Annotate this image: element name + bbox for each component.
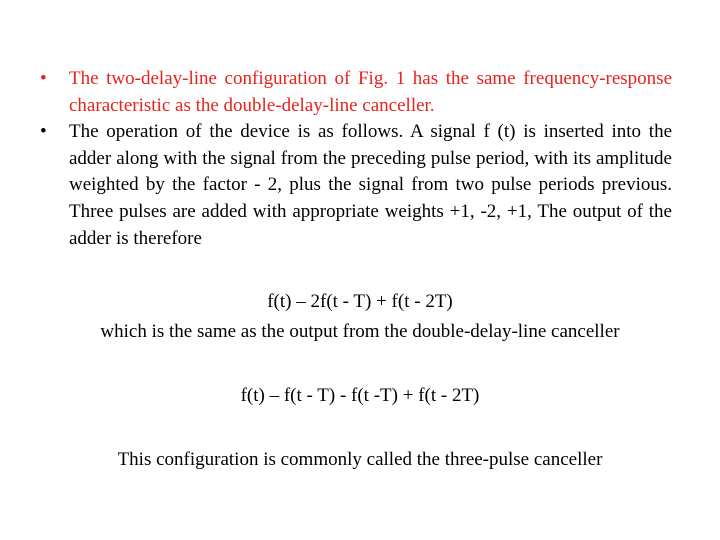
comparison-text: which is the same as the output from the double-delay-line canceller bbox=[100, 321, 620, 342]
bullet-marker: • bbox=[40, 68, 47, 89]
bullet-item-operation bbox=[40, 119, 672, 252]
equation-adder-output: f(t) – 2f(t - T) + f(t - 2T) bbox=[267, 291, 453, 312]
conclusion-text: This configuration is commonly called the three-pulse canceller bbox=[117, 449, 603, 470]
bullet-list bbox=[40, 66, 672, 252]
bullet-text: The operation of the device is as follows. A signal f (t) is inserted into the adder along with the signal from the preceding pulse period, with its amplitude weighted by the factor - 2, plus the signal from two pulse periods previous. Three pulses are added with appropriate weights +1, -2, +1, The output of the adder is therefore bbox=[69, 121, 672, 249]
equation-double-delay: f(t) – f(t - T) - f(t -T) + f(t - 2T) bbox=[240, 385, 480, 406]
bullet-text: The two-delay-line configuration of Fig. 1 has the same frequency-response characteristic as the double-delay-line canceller. bbox=[69, 68, 672, 116]
bullet-marker: • bbox=[40, 121, 47, 143]
bullet-item-frequency-response bbox=[40, 66, 672, 119]
